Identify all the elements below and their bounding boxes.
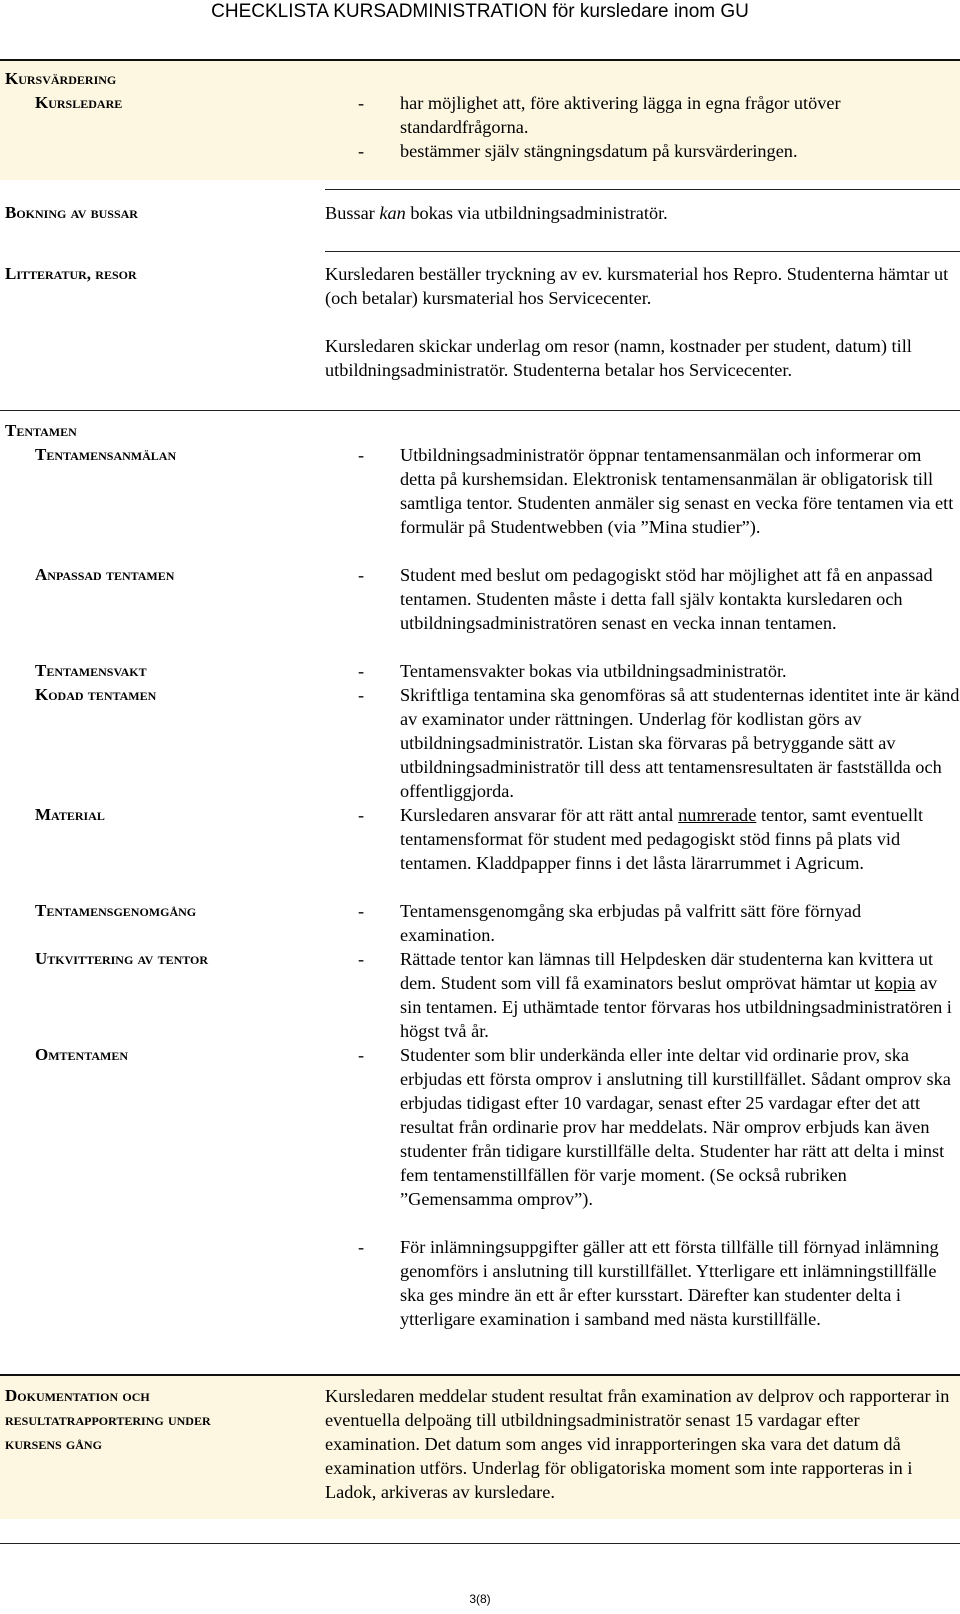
underlined-text: kopia xyxy=(874,973,916,993)
list-item: har möjlighet att, före aktivering lägga in egna frågor utöver standardfrågorna. xyxy=(400,93,841,137)
section-heading: Bokning av bussar xyxy=(5,203,138,222)
subsection-heading: Kursledare xyxy=(35,93,123,112)
list-item: Tentamensgenomgång ska erbjudas på valfritt sätt före förnyad examination. xyxy=(400,901,862,945)
list-item: Kursledaren ansvarar för att rätt antal numrerade tentor, samt eventuellt tentamensformat för student med pedagogiskt stöd finns på plats vid tentamen. Kladdpapper finns i det låsta lärarrummet i Agricum. xyxy=(400,805,924,873)
list-item: Student med beslut om pedagogiskt stöd har möjlighet att få en anpassad tentamen. Studenten måste i detta fall själv kontakta kursledaren och utbildningsadministratören senast en vecka innan tentamen. xyxy=(400,565,933,633)
list-item: Tentamensvakter bokas via utbildningsadministratör. xyxy=(400,661,787,681)
bullet-mark: - xyxy=(358,661,365,681)
subsection-heading: Tentamensgenomgång xyxy=(35,901,197,920)
list-item: Rättade tentor kan lämnas till Helpdesken där studenterna kan kvittera ut dem. Student som vill få examinators beslut omprövat hämtar ut kopia av sin tentamen. Ej uthämtade tentor förvaras hos utbildningsadministratören i högst två år. xyxy=(400,949,952,1041)
section-bussar xyxy=(0,190,960,250)
page-header: CHECKLISTA KURSADMINISTRATION för kursledare inom GU xyxy=(211,1,749,22)
section-dokumentation xyxy=(0,1376,960,1519)
bullet-mark: - xyxy=(358,1045,365,1065)
paragraph: Kursledaren beställer tryckning av ev. kursmaterial hos Repro. Studenterna hämtar ut (och betalar) kursmaterial hos Servicecenter. xyxy=(325,264,949,308)
list-item: Utbildningsadministratör öppnar tentamensanmälan och informerar om detta på kurshemsidan. Elektronisk tentamensanmälan är obligatorisk till samtliga tentor. Studenten anmäler sig senast en vecka före tentamen via ett formulär på Studentwebben (via ”Mina studier”). xyxy=(400,445,954,537)
section-tentamen xyxy=(0,411,960,1371)
section-heading: Dokumentation och xyxy=(5,1386,150,1405)
subsection-heading: Utkvittering av tentor xyxy=(35,949,209,968)
section-heading: kursens gång xyxy=(5,1434,102,1453)
subsection-heading: Material xyxy=(35,805,105,824)
section-heading: Tentamen xyxy=(5,421,77,440)
bullet-mark: - xyxy=(358,1237,365,1257)
page-number: 3(8) xyxy=(469,1592,491,1606)
bullet-mark: - xyxy=(358,141,365,161)
list-item: Studenter som blir underkända eller inte deltar vid ordinarie prov, ska erbjudas ett första omprov i anslutning till kurstillfället. Sådant omprov ska erbjudas tidigast efter 10 vardagar, senast efter 25 vardagar efter det att resultat från ordinarie prov har meddelats. När omprov erbjuds kan även studenter från tidigare kurstillfälle delta. Studenter har rätt att delta i minst fem tentamenstillfällen för varje moment. (Se också rubriken ”Gemensamma omprov”). xyxy=(400,1045,951,1209)
bullet-mark: - xyxy=(358,805,365,825)
bullet-mark: - xyxy=(358,565,365,585)
section-heading: resultatrapportering under xyxy=(5,1410,211,1429)
subsection-heading: Omtentamen xyxy=(35,1045,128,1064)
subsection-heading: Tentamensanmälan xyxy=(35,445,177,464)
bullet-mark: - xyxy=(358,901,365,921)
underlined-text: numrerade xyxy=(678,805,757,825)
section-heading: Litteratur, resor xyxy=(5,264,137,283)
subsection-heading: Anpassad tentamen xyxy=(35,565,175,584)
list-item: bestämmer själv stängningsdatum på kursvärderingen. xyxy=(400,141,798,161)
section-litteratur xyxy=(0,252,960,402)
bullet-mark: - xyxy=(358,93,365,113)
divider xyxy=(0,1543,960,1544)
section-kursvardering xyxy=(0,61,960,180)
bullet-mark: - xyxy=(358,445,365,465)
section-heading: Kursvärdering xyxy=(5,69,117,88)
subsection-heading: Kodad tentamen xyxy=(35,685,157,704)
section-text: Kursledaren meddelar student resultat från examination av delprov och rapporterar in eventuella delpoäng till utbildningsadministratör senast 15 vardagar efter examination. Det datum som anges vid inrapporteringen ska vara det datum då examination utförs. Underlag för obligatoriska moment som inte rapporteras in i Ladok, arkiveras av kursledare. xyxy=(325,1386,950,1502)
bullet-mark: - xyxy=(358,949,365,969)
list-item: För inlämningsuppgifter gäller att ett första tillfälle till förnyad inlämning genomförs i anslutning till kurstillfället. Ytterligare ett inlämningstillfälle ska ges mindre än ett år efter kursstart. Därefter kan studenter delta i ytterligare examination i samband med nästa kurstillfälle. xyxy=(400,1237,939,1329)
section-text: Bussar kan bokas via utbildningsadministratör. xyxy=(325,203,668,223)
bullet-mark: - xyxy=(358,685,365,705)
emphasis-text: kan xyxy=(379,203,406,223)
paragraph: Kursledaren skickar underlag om resor (namn, kostnader per student, datum) till utbildningsadministratör. Studenterna betalar hos Servicecenter. xyxy=(325,336,912,380)
list-item: Skriftliga tentamina ska genomföras så att studenternas identitet inte är känd av examinator under rättningen. Underlag för kodlistan görs av utbildningsadministratör. Listan ska förvaras på betryggande sätt av utbildningsadministratör till dess att tentamensresultaten är fastställda och offentliggjorda. xyxy=(400,685,960,801)
subsection-heading: Tentamensvakt xyxy=(35,661,147,680)
